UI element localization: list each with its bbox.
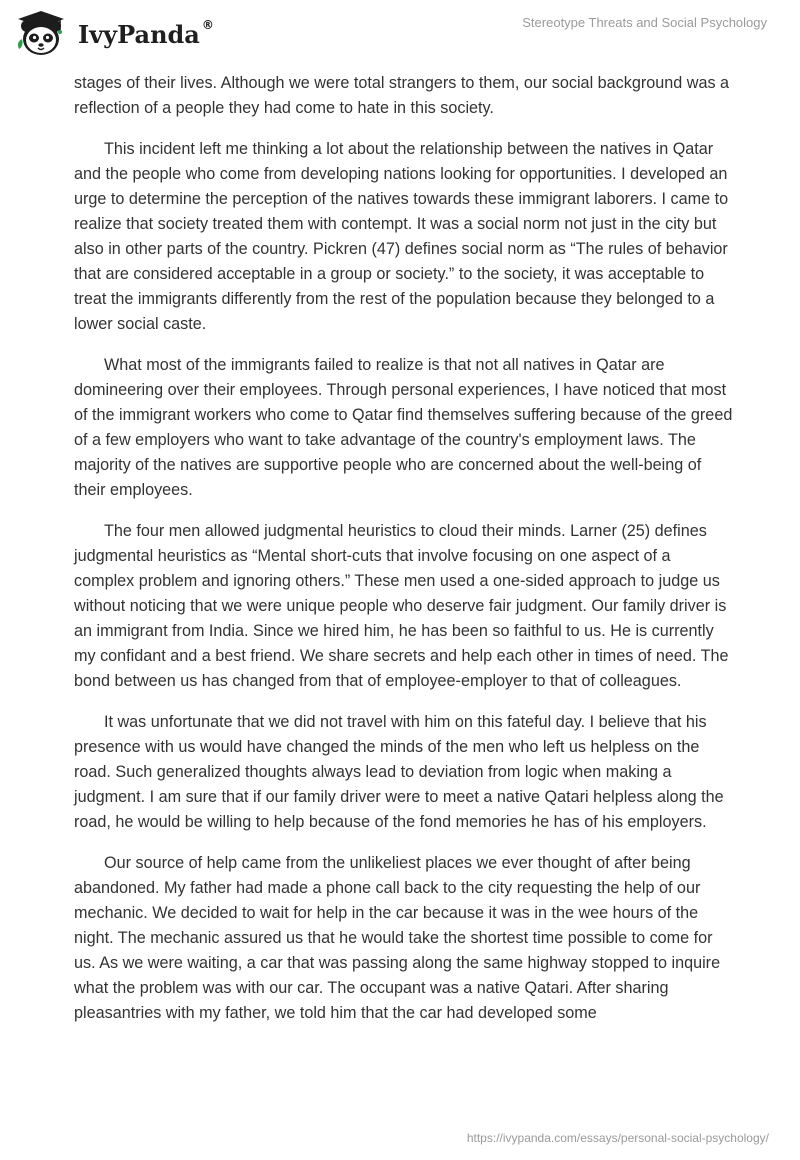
source-url-link[interactable]: https://ivypanda.com/essays/personal-social-psychology/ — [466, 1131, 769, 1145]
paragraph: This incident left me thinking a lot about the relationship between the natives in Qatar and the people who come from developing nations looking for opportunities. I developed an urge to determine the perception of the natives towards these immigrant laborers. I came to realize that society treated them with contempt. It was a social norm not just in the city but also in other parts of the country. Pickren (47) defines social norm as “The rules of behavior that are considered acceptable in a group or society.” to the society, it was acceptable to treat the immigrants differently from the rest of the population because they belonged to a lower social caste. — [74, 140, 729, 333]
page-header — [0, 0, 800, 64]
brand-name-text: IvyPanda — [78, 19, 200, 49]
document-title: Stereotype Threats and Social Psychology — [522, 15, 767, 30]
brand-name — [78, 17, 214, 49]
registered-mark: ® — [201, 17, 214, 32]
graduation-panda-icon — [14, 9, 72, 59]
essay-body — [74, 71, 734, 1042]
brand-logo-link[interactable] — [14, 9, 214, 59]
paragraph: The four men allowed judgmental heuristics to cloud their minds. Larner (25) defines judgmental heuristics as “Mental short-cuts that involve focusing on one aspect of a complex problem and ignoring others.” These men used a one-sided approach to judge us without noticing that we were unique people who deserve fair judgment. Our family driver is an immigrant from India. Since we hired him, he has been so faithful to us. He is currently my confidant and a best friend. We share secrets and help each other in times of need. The bond between us has changed from that of employee-employer to that of colleagues. — [74, 522, 729, 690]
paragraph-continuation: stages of their lives. Although we were total strangers to them, our social background was a reflection of a people they had come to hate in this society. — [74, 74, 730, 117]
paragraph: What most of the immigrants failed to realize is that not all natives in Qatar are domineering over their employees. Through personal experiences, I have noticed that most of the immigrant workers who come to Qatar find themselves suffering because of the greed of a few employers who want to take advantage of the country's employment laws. The majority of the natives are supportive people who are concerned about the well-being of their employees. — [74, 356, 733, 499]
paragraph: Our source of help came from the unlikeliest places we ever thought of after being abandoned. My father had made a phone call back to the city requesting the help of our mechanic. We decided to wait for help in the car because it was in the wee hours of the night. The mechanic assured us that he would take the shortest time possible to come for us. As we were waiting, a car that was passing along the same highway stopped to inquire what the problem was with our car. The occupant was a native Qatari. After sharing pleasantries with my father, we told him that the car had developed some — [74, 854, 721, 1022]
paragraph: It was unfortunate that we did not travel with him on this fateful day. I believe that his presence with us would have changed the minds of the men who left us helpless on the road. Such generalized thoughts always lead to deviation from logic when making a judgment. I am sure that if our family driver were to meet a native Qatari helpless along the road, he would be willing to help because of the fond memories he has of his employers. — [74, 713, 724, 831]
